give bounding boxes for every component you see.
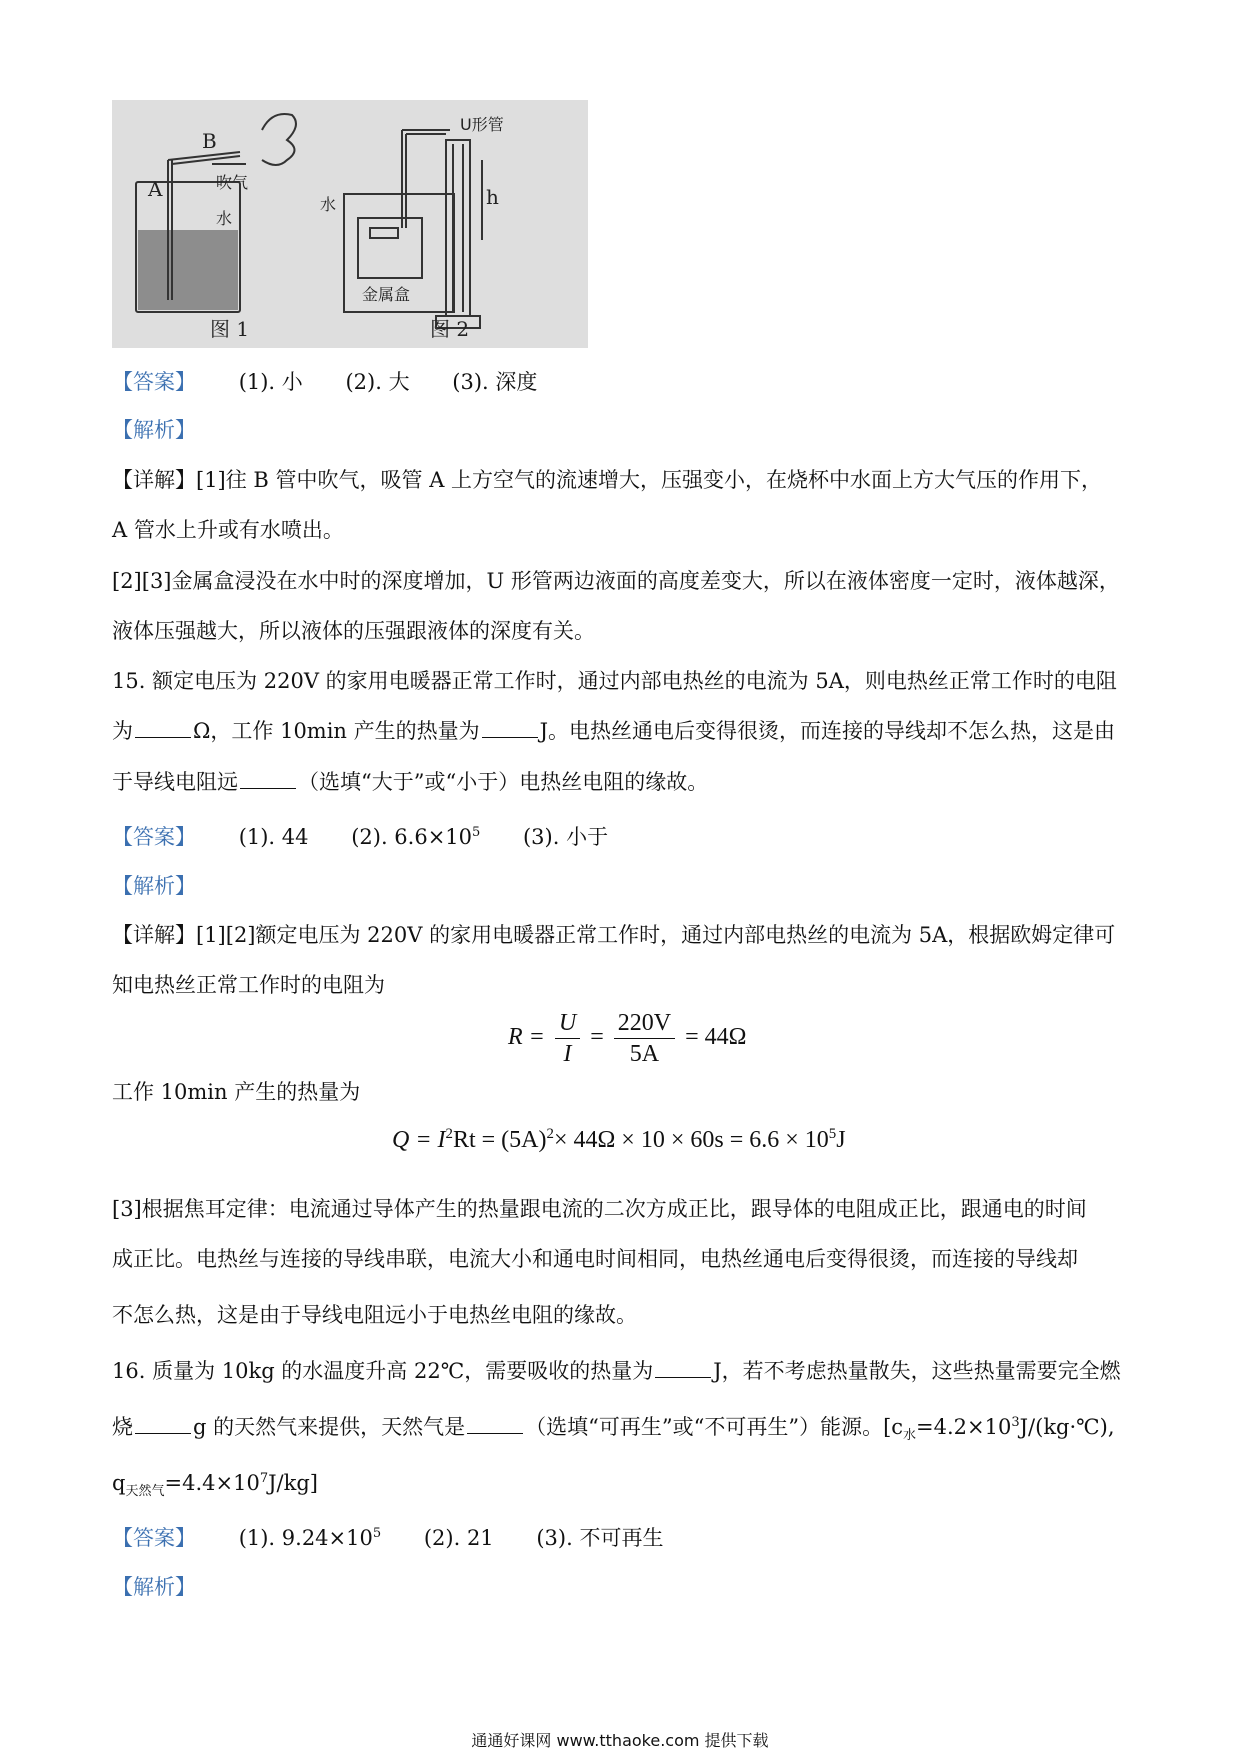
answer-item: (2). 大: [345, 370, 410, 394]
q16-stem-line: [112, 1412, 1115, 1442]
answer-item: (3). 深度: [452, 370, 538, 394]
answer-blank: [467, 1413, 523, 1434]
formula-exponent: 2: [546, 1126, 554, 1142]
numerator: U: [555, 1008, 580, 1039]
subscript: 水: [903, 1428, 917, 1444]
detail-text: [1][2]额定电压为 220V 的家用电暖器正常工作时，通过内部电热丝的电流为 5A，根据欧姆定律可: [196, 923, 1116, 947]
answer-blank: [482, 717, 538, 738]
answer-blank: [240, 768, 296, 789]
q15-detail-line: [112, 920, 1115, 950]
answer-tag: 【答案】: [112, 370, 196, 394]
stem-text: 为: [112, 719, 133, 743]
formula-part: J: [836, 1127, 846, 1153]
formula-rhs: = 44Ω: [685, 1024, 747, 1051]
stem-text: 于导线电阻远: [112, 770, 238, 794]
blow-label: 吹气: [216, 173, 249, 192]
stem-text: J。电热丝通电后变得很烫，而连接的导线却不怎么热，这是由: [539, 719, 1116, 743]
stem-text: q: [112, 1471, 126, 1495]
experiment-diagram: [112, 100, 588, 348]
stem-text: 16. 质量为 10kg 的水温度升高 22℃，需要吸收的热量为: [112, 1359, 654, 1383]
q15-detail-line: 知电热丝正常工作时的电阻为: [112, 973, 385, 997]
answer-exponent: 5: [472, 825, 481, 840]
answer-item: [351, 822, 480, 852]
analysis-tag: 【解析】: [112, 874, 196, 898]
answer-item: (3). 小于: [522, 825, 609, 849]
equals-sign: =: [590, 1024, 604, 1051]
stem-text: （选填“可再生”或“不可再生”）能源。[c: [525, 1415, 904, 1439]
answer-blank: [135, 717, 191, 738]
stem-text: J/(kg·℃),: [1019, 1415, 1115, 1439]
answer-blank: [135, 1413, 191, 1434]
denominator: 5A: [629, 1041, 660, 1067]
analysis-tag: 【解析】: [112, 1575, 196, 1599]
answer-tag: 【答案】: [112, 1526, 196, 1550]
q16-answer-line: [112, 1523, 663, 1553]
q16-analysis-tag-line: [112, 1572, 196, 1602]
answer-item: (2). 21: [423, 1526, 494, 1550]
numerator: 220V: [614, 1008, 675, 1039]
q15-answer-line: [112, 822, 608, 852]
h-label: h: [486, 185, 499, 209]
experiment-figure: [112, 100, 588, 348]
q16-stem-line: [112, 1356, 1121, 1386]
q14-answer-line: [112, 367, 537, 397]
answer-item: (1). 小: [238, 370, 303, 394]
formula-part: × 44Ω × 10 × 60s = 6.6 × 10: [553, 1127, 829, 1153]
page-footer: 通通好课网 www.tthaoke.com 提供下载: [471, 1731, 769, 1750]
denominator: I: [563, 1041, 572, 1067]
stem-text: =4.4×10: [164, 1471, 260, 1495]
q15-detail-line: 不怎么热，这是由于导线电阻远小于电热丝电阻的缘故。: [112, 1303, 637, 1327]
q15-detail-line: 成正比。电热丝与连接的导线串联，电流大小和通电时间相同，电热丝通电后变得很烫，而连接的导线却: [112, 1247, 1078, 1271]
formula-lhs: R =: [508, 1024, 545, 1051]
detail-tag: 【详解】: [112, 923, 196, 947]
fraction-u-over-i: [555, 1008, 580, 1069]
q14-analysis-tag-line: [112, 415, 196, 445]
stem-text: g 的天然气来提供，天然气是: [193, 1415, 466, 1439]
exponent: 3: [1011, 1415, 1020, 1430]
answer-item: (3). 不可再生: [536, 1526, 664, 1550]
figure-2-caption: 图 2: [430, 317, 470, 341]
ohm-law-formula: [508, 1008, 746, 1069]
label-b: B: [202, 129, 217, 153]
q14-detail-line: 液体压强越大，所以液体的压强跟液体的深度有关。: [112, 619, 595, 643]
subscript: 天然气: [125, 1484, 165, 1500]
stem-text: J，若不考虑热量散失，这些热量需要完全燃: [713, 1359, 1121, 1383]
stem-text: J/kg]: [268, 1471, 318, 1495]
stem-text: Ω，工作 10min 产生的热量为: [193, 719, 480, 743]
q14-detail-line: [2][3]金属盒浸没在水中时的深度增加，U 形管两边液面的高度差变大，所以在液体密度一定时，液体越深，: [112, 569, 1120, 593]
label-a: A: [148, 177, 163, 201]
stem-text: =4.2×10: [916, 1415, 1012, 1439]
answer-tag: 【答案】: [112, 825, 196, 849]
q15-analysis-tag-line: [112, 871, 196, 901]
q14-detail-line: A 管水上升或有水喷出。: [112, 518, 344, 542]
q15-detail-line: [3]根据焦耳定律：电流通过导体产生的热量跟电流的二次方成正比，跟导体的电阻成正比，跟通电的时间: [112, 1197, 1087, 1221]
detail-tag: 【详解】: [112, 468, 196, 492]
formula-part: Rt = (5A): [452, 1127, 547, 1153]
answer-base: (1). 9.24×10: [238, 1526, 373, 1550]
formula-exponent: 2: [445, 1126, 453, 1142]
stem-text: 烧: [112, 1415, 133, 1439]
answer-item: [239, 1523, 381, 1553]
metal-box-label: 金属盒: [362, 285, 411, 304]
detail-text: [1]往 B 管中吹气，吸管 A 上方空气的流速增大，压强变小，在烧杯中水面上方大气压的作用下，: [196, 468, 1103, 492]
answer-exponent: 5: [372, 1526, 382, 1541]
q15-stem-line: [112, 767, 708, 797]
figure-1-caption: 图 1: [210, 317, 250, 341]
stem-text: （选填“大于”或“小于）电热丝电阻的缘故。: [298, 770, 709, 794]
exponent: 7: [259, 1471, 269, 1486]
formula-exponent: 5: [828, 1126, 837, 1142]
q16-stem-line: [112, 1468, 318, 1498]
q15-stem-line: [112, 716, 1115, 746]
q14-detail-line: [112, 465, 1102, 495]
answer-blank: [655, 1357, 711, 1378]
q15-stem-line: 15. 额定电压为 220V 的家用电暖器正常工作时，通过内部电热丝的电流为 5A，则电热丝正常工作时的电阻: [112, 669, 1117, 693]
heat-formula: [392, 1127, 846, 1154]
water-label-1: 水: [216, 209, 233, 228]
answer-item: (1). 44: [238, 825, 309, 849]
answer-base: (2). 6.6×10: [351, 825, 473, 849]
fraction-values: [614, 1008, 675, 1069]
water-label-2: 水: [320, 195, 337, 214]
utube-label: U形管: [460, 115, 504, 134]
q15-detail-line: 工作 10min 产生的热量为: [112, 1080, 361, 1104]
analysis-tag: 【解析】: [112, 418, 196, 442]
formula-part: Q = I: [392, 1127, 446, 1153]
